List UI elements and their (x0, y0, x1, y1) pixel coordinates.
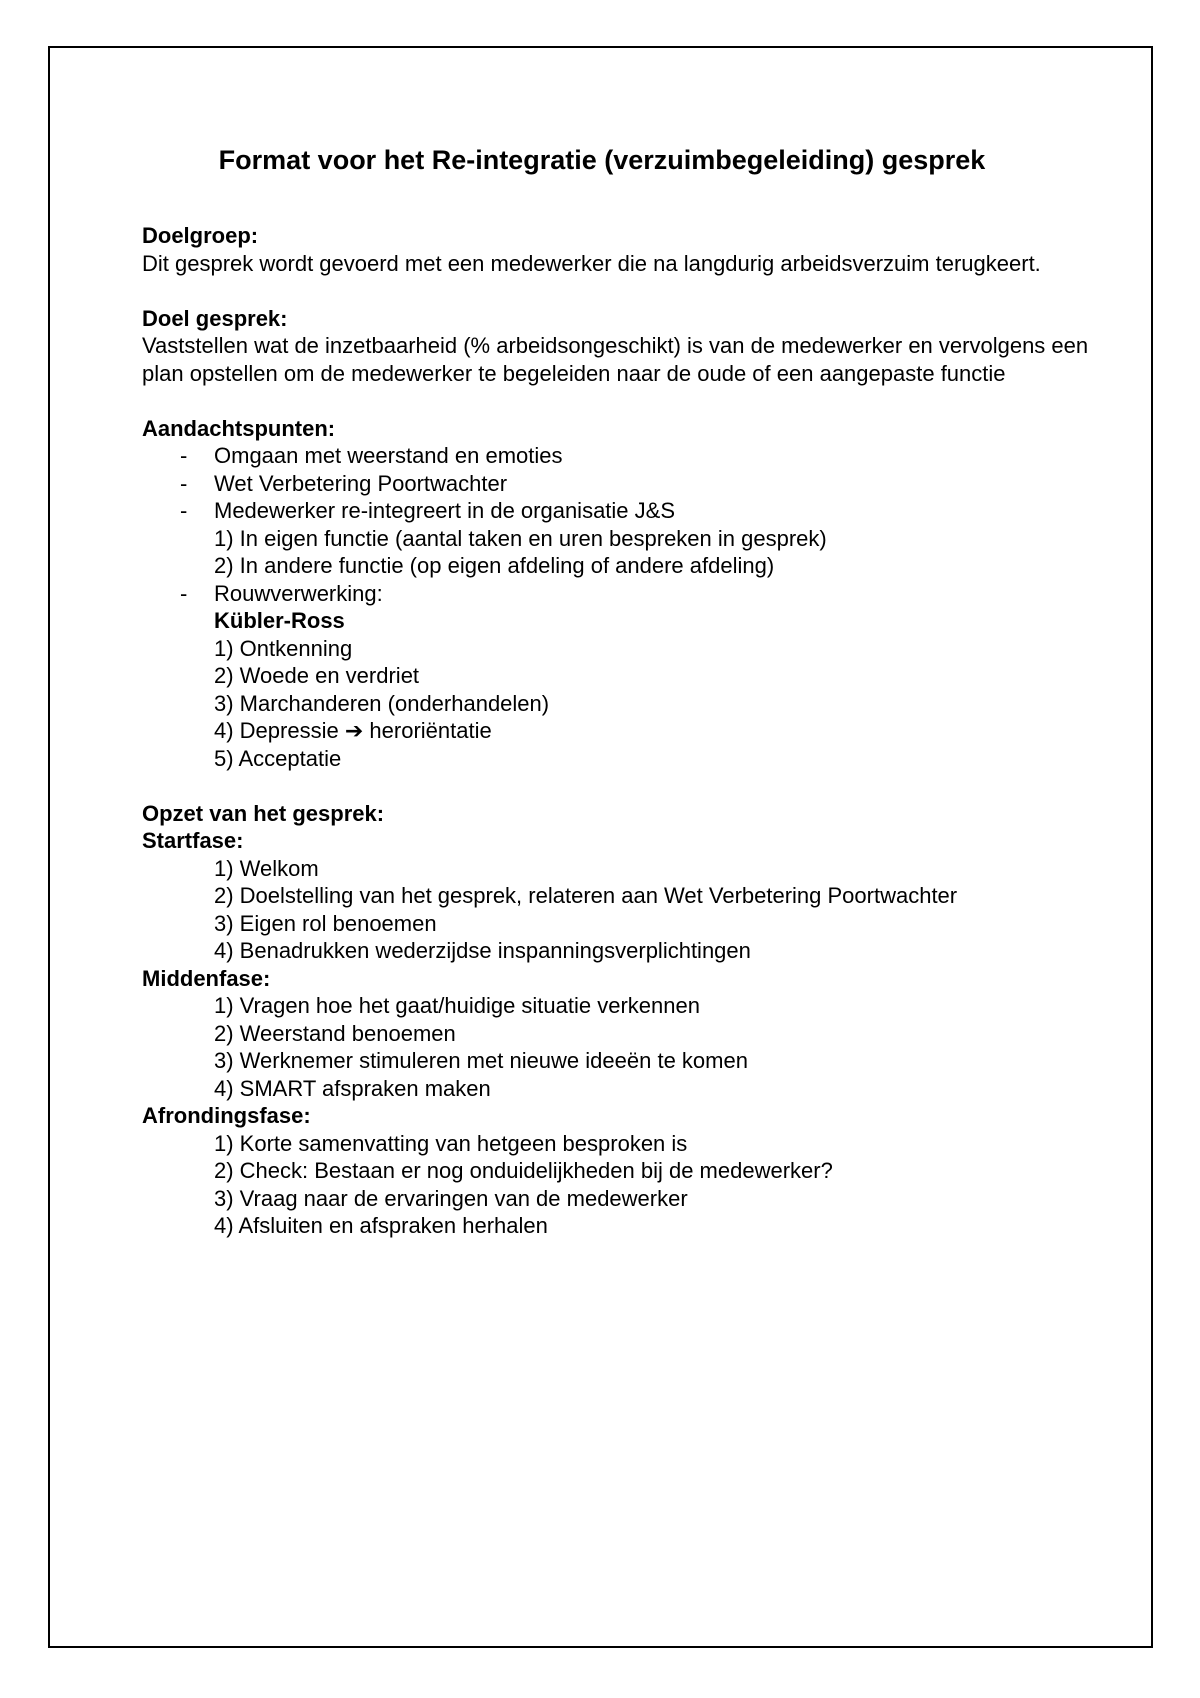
list-item (142, 580, 1092, 608)
doelgroep-heading: Doelgroep: (142, 223, 259, 248)
phase-list-item: 4) Benadrukken wederzijdse inspanningsverplichtingen (214, 938, 751, 963)
list-item (142, 497, 1092, 525)
dash-bullet: - (180, 470, 188, 496)
aandachtspunten-list (142, 442, 1092, 525)
list-item (142, 442, 1092, 470)
kubler-ross-heading: Kübler-Ross (214, 608, 345, 633)
opzet-heading: Opzet van het gesprek: (142, 800, 385, 826)
dash-bullet: - (180, 580, 188, 606)
sub-list-item: 1) In eigen functie (aantal taken en uren bespreken in gesprek) (214, 525, 827, 551)
list-item-text: Medewerker re-integreert in de organisatie J&S (214, 498, 676, 523)
spacer (142, 772, 1092, 800)
phase-list-item: 2) Weerstand benoemen (214, 1020, 456, 1046)
phase-list-item: 3) Vraag naar de ervaringen van de medewerker (214, 1185, 688, 1211)
document-title: Format voor het Re-integratie (verzuimbegeleiding) gesprek (218, 145, 986, 175)
kubler-step: 2) Woede en verdriet (214, 663, 420, 688)
dash-bullet: - (180, 443, 188, 468)
aandachtspunten-list-cont (142, 580, 1092, 608)
phase-list-item: 4) Afsluiten en afspraken herhalen (214, 1213, 548, 1238)
list-item-text: Wet Verbetering Poortwachter (214, 470, 508, 496)
doelgroep-text: Dit gesprek wordt gevoerd met een medewerker die na langdurig arbeidsverzuim terugkeert. (142, 250, 1041, 276)
phase-list-item: 3) Eigen rol benoemen (214, 910, 437, 936)
kubler-step-text: 4) Depressie (214, 718, 339, 743)
kubler-step: 5) Acceptatie (214, 745, 342, 771)
phase-list-item: 1) Welkom (214, 855, 319, 881)
doel-gesprek-text: Vaststellen wat de inzetbaarheid (% arbeidsongeschikt) is van de medewerker en vervolgens een plan opstellen om de medewerker te begeleiden naar de oude of een aangepaste functie (142, 333, 1089, 386)
phase-list-item: 1) Vragen hoe het gaat/huidige situatie verkennen (214, 993, 700, 1018)
arrow-right-icon: ➔ (344, 718, 364, 743)
document-content (142, 140, 1092, 1240)
list-item (142, 470, 1092, 498)
middenfase-heading: Middenfase: (142, 965, 271, 991)
list-item-text: Omgaan met weerstand en emoties (214, 443, 563, 468)
list-item-text: Rouwverwerking: (214, 580, 383, 606)
kubler-step: 3) Marchanderen (onderhandelen) (214, 690, 550, 716)
sub-list-item: 2) In andere functie (op eigen afdeling of andere afdeling) (214, 553, 775, 578)
kubler-step-suffix: heroriëntatie (369, 718, 492, 743)
spacer (142, 387, 1092, 415)
aandachtspunten-heading: Aandachtspunten: (142, 415, 336, 441)
dash-bullet: - (180, 498, 188, 523)
phase-list-item: 2) Doelstelling van het gesprek, relateren aan Wet Verbetering Poortwachter (214, 883, 958, 908)
phase-list-item: 4) SMART afspraken maken (214, 1075, 491, 1101)
phase-list-item: 2) Check: Bestaan er nog onduidelijkheden bij de medewerker? (214, 1158, 833, 1183)
startfase-heading: Startfase: (142, 828, 244, 853)
spacer (142, 277, 1092, 305)
phase-list-item: 1) Korte samenvatting van hetgeen besproken is (214, 1130, 688, 1156)
kubler-step: 1) Ontkenning (214, 635, 353, 661)
afrondingsfase-heading: Afrondingsfase: (142, 1103, 311, 1128)
kubler-step-4 (142, 717, 1092, 745)
doel-gesprek-heading: Doel gesprek: (142, 305, 288, 331)
phase-list-item: 3) Werknemer stimuleren met nieuwe ideeën te komen (214, 1048, 748, 1073)
